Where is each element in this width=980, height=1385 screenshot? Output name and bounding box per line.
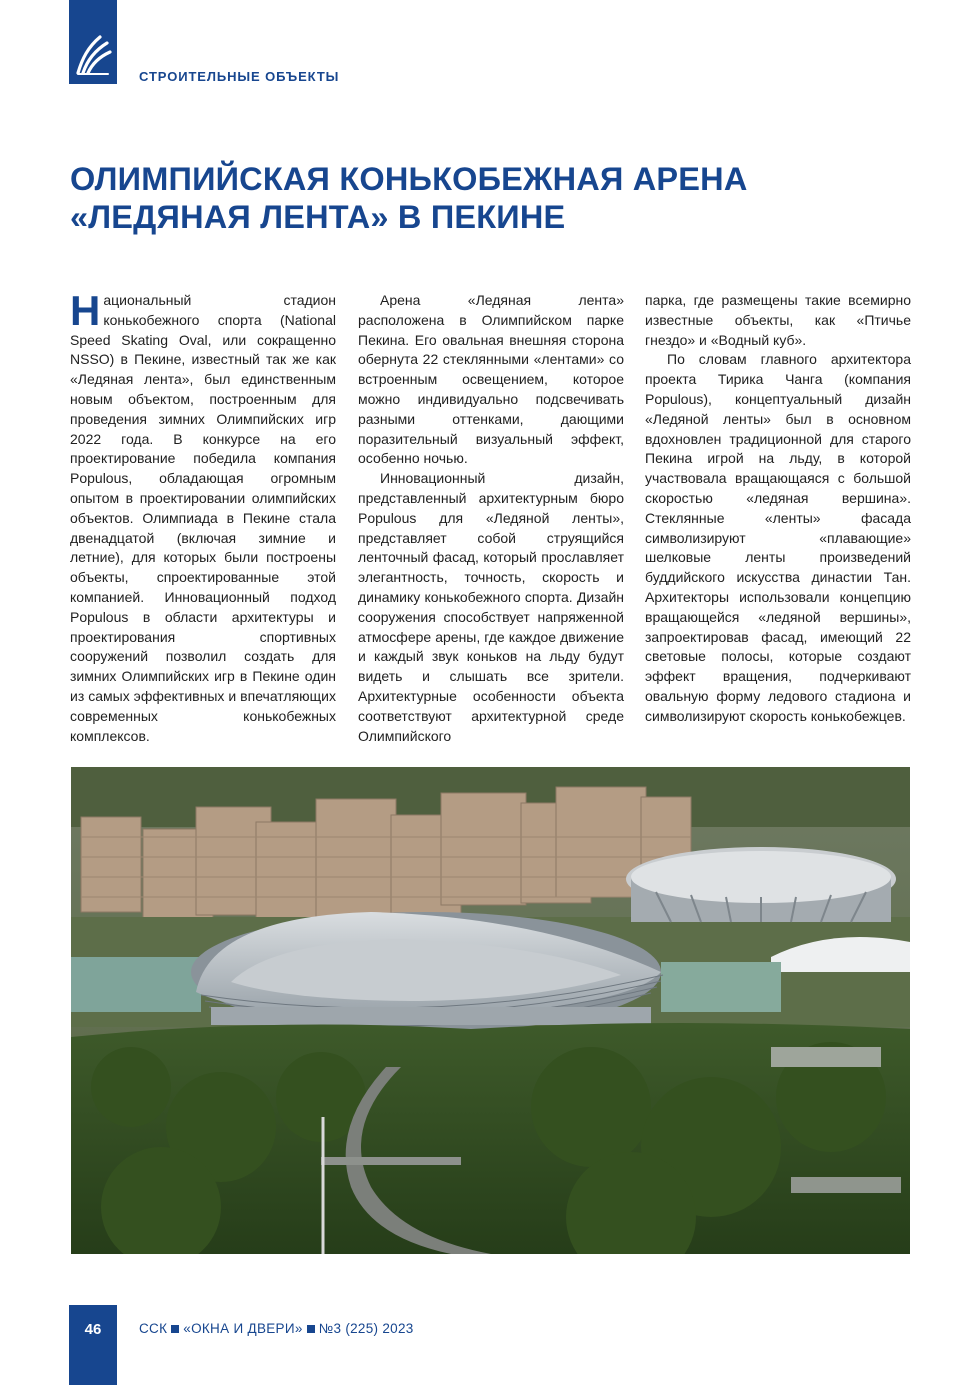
text-column-1 bbox=[70, 287, 336, 746]
footer-publication bbox=[139, 1321, 414, 1336]
paragraph bbox=[70, 287, 336, 746]
square-separator-icon bbox=[171, 1325, 179, 1333]
text-column-3 bbox=[645, 291, 911, 727]
magazine-logo-icon bbox=[74, 33, 112, 77]
paragraph: Инновационный дизайн, представленный архитектурным бюро Populous для «Ледяной ленты», представляет собой струящийся ленточный фасад, который прославляет элегантность, точность, скорость и динамику конькобежного спорта. Дизайн сооружения способствует напряженной атмосфере арены, где каждое движение и каждый звук коньков на льду будут видеть и слышать все зрители. Архитектурные особенности объекта соответствуют архитектурной среде Олимпийского bbox=[358, 470, 624, 744]
article-title-line-1: ОЛИМПИЙСКАЯ КОНЬКОБЕЖНАЯ АРЕНА bbox=[70, 161, 748, 197]
article-title bbox=[70, 160, 910, 236]
square-separator-icon bbox=[307, 1325, 315, 1333]
page-number-block bbox=[69, 1305, 117, 1385]
footer-part-1: ССК bbox=[139, 1321, 168, 1336]
paragraph-text: ациональный стадион конькобежного спорта (National Speed Skating Oval, или сокращенно NSSO) в Пекине, известный так же как «Ледяная лента», был единственным новым объектом, построенным для проведения зимних Олимпийских игр 2022 года. В конкурсе на его проектирование победила компания Populous, обладающая огромным опытом в проектировании олимпийских объектов. Олимпиада в Пекине стала двенадцатой (включая зимние и летние), для которых были построены объекты, спроектированные этой компанией. Инновационный подход Populous в области архитектуры и проектирования спортивных сооружений позволил создать для зимних Олимпийских игр в Пекине один из самых эффективных и впечатляющих современных конькобежных комплексов. bbox=[70, 292, 336, 744]
text-column-2 bbox=[358, 291, 624, 746]
paragraph: Арена «Ледяная лента» расположена в Олимпийском парке Пекина. Его овальная внешняя сторона обернута 22 стеклянными «лентами» со встроенным освещением, которое можно индивидуально подсвечивать разными оттенками, дающими поразительный визуальный эффект, особенно ночью. bbox=[358, 292, 624, 467]
article-title-line-2: «ЛЕДЯНАЯ ЛЕНТА» В ПЕКИНЕ bbox=[70, 199, 566, 235]
paragraph: парка, где размещены такие всемирно известные объекты, как «Птичье гнездо» и «Водный куб». bbox=[645, 292, 911, 348]
drop-cap: Н bbox=[70, 287, 101, 334]
footer-part-2: «ОКНА И ДВЕРИ» bbox=[183, 1321, 303, 1336]
section-label: СТРОИТЕЛЬНЫЕ ОБЪЕКТЫ bbox=[139, 69, 340, 84]
header-logo-block bbox=[69, 0, 117, 84]
aerial-photo-ice-ribbon-arena bbox=[71, 767, 910, 1254]
paragraph: По словам главного архитектора проекта Тирика Чанга (компания Populous), концептуальный дизайн «Ледяной ленты» был в основном вдохновлен традиционной для старого Пекина игрой на льду, в которой участвовала вращающаяся с большой скоростью «ледяная вершина». Стеклянные «ленты» фасада символизируют «плавающие» шелковые ленты произведений буддийского искусства династии Тан. Архитекторы использовали концепцию вращающейся «ледяной вершины», запроектировав фасад, имеющий 22 световые полосы, которые создают эффект вращения, подчеркивают овальную форму ледового стадиона и символизируют скорость конькобежцев. bbox=[645, 351, 911, 724]
page-number: 46 bbox=[84, 1321, 102, 1338]
footer-part-3: №3 (225) 2023 bbox=[318, 1321, 414, 1336]
